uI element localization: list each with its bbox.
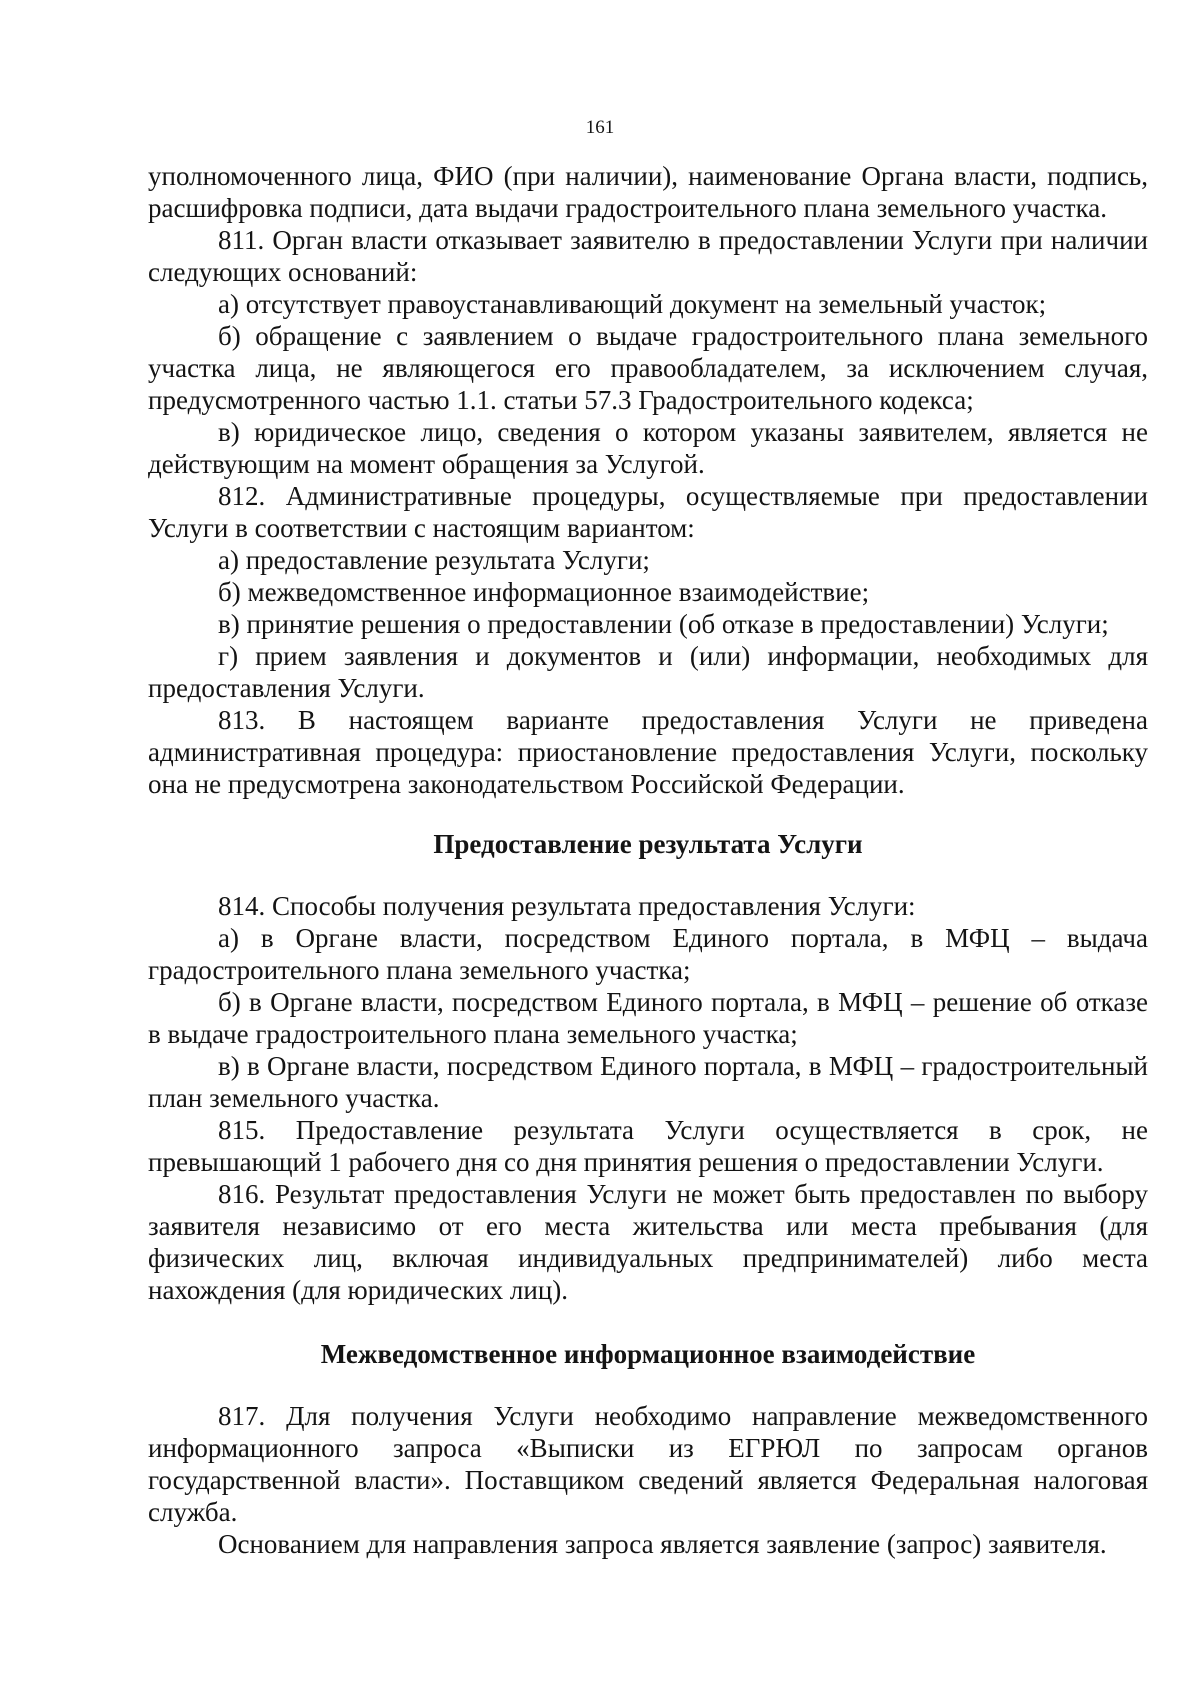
section-heading-interagency: Межведомственное информационное взаимодействие [320,1339,976,1369]
paragraph-816: 816. Результат предоставления Услуги не может быть предоставлен по выбору заявителя независимо от его места жительства или места пребывания (для физических лиц, включая индивидуальных предпринимателей) либо места нахождения (для юридических лиц). [148,1179,1148,1305]
page-number: 161 [585,117,615,138]
paragraph-812-v: в) принятие решения о предоставлении (об отказе в предоставлении) Услуги; [218,609,1109,639]
paragraph-811-a: а) отсутствует правоустанавливающий документ на земельный участок; [218,289,1047,319]
paragraph-continuation: уполномоченного лица, ФИО (при наличии), наименование Органа власти, подпись, расшифровка подписи, дата выдачи градостроительного плана земельного участка. [148,161,1148,223]
paragraph-814-v: в) в Органе власти, посредством Единого портала, в МФЦ – градостроительный план земельного участка. [148,1051,1148,1113]
paragraph-812-a: а) предоставление результата Услуги; [218,545,650,575]
paragraph-811-b: б) обращение с заявлением о выдаче градостроительного плана земельного участка лица, не являющегося его правообладателем, за исключением случая, предусмотренного частью 1.1. статьи 57.3 Градостроительного кодекса; [148,321,1148,415]
paragraph-813: 813. В настоящем варианте предоставления Услуги не приведена административная процедура: приостановление предоставления Услуги, поскольку она не предусмотрена законодательством Российской Федерации. [148,705,1148,799]
paragraph-814-b: б) в Органе власти, посредством Единого портала, в МФЦ – решение об отказе в выдаче градостроительного плана земельного участка; [148,987,1148,1049]
paragraph-814-a: а) в Органе власти, посредством Единого портала, в МФЦ – выдача градостроительного плана земельного участка; [148,923,1148,985]
paragraph-814: 814. Способы получения результата предоставления Услуги: [218,891,916,921]
document-body [148,160,1148,1560]
paragraph-811: 811. Орган власти отказывает заявителю в предоставлении Услуги при наличии следующих оснований: [148,225,1148,287]
paragraph-812-g: г) прием заявления и документов и (или) информации, необходимых для предоставления Услуги. [148,641,1148,703]
paragraph-request-basis: Основанием для направления запроса является заявление (запрос) заявителя. [218,1529,1107,1559]
paragraph-817: 817. Для получения Услуги необходимо направление межведомственного информационного запроса «Выписки из ЕГРЮЛ по запросам органов государственной власти». Поставщиком сведений является Федеральная налоговая служба. [148,1401,1148,1527]
paragraph-811-v: в) юридическое лицо, сведения о котором указаны заявителем, является не действующим на момент обращения за Услугой. [148,417,1148,479]
paragraph-812: 812. Административные процедуры, осуществляемые при предоставлении Услуги в соответствии с настоящим вариантом: [148,481,1148,543]
paragraph-815: 815. Предоставление результата Услуги осуществляется в срок, не превышающий 1 рабочего дня со дня принятия решения о предоставлении Услуги. [148,1115,1148,1177]
section-heading-result: Предоставление результата Услуги [433,829,863,859]
paragraph-812-b: б) межведомственное информационное взаимодействие; [218,577,870,607]
